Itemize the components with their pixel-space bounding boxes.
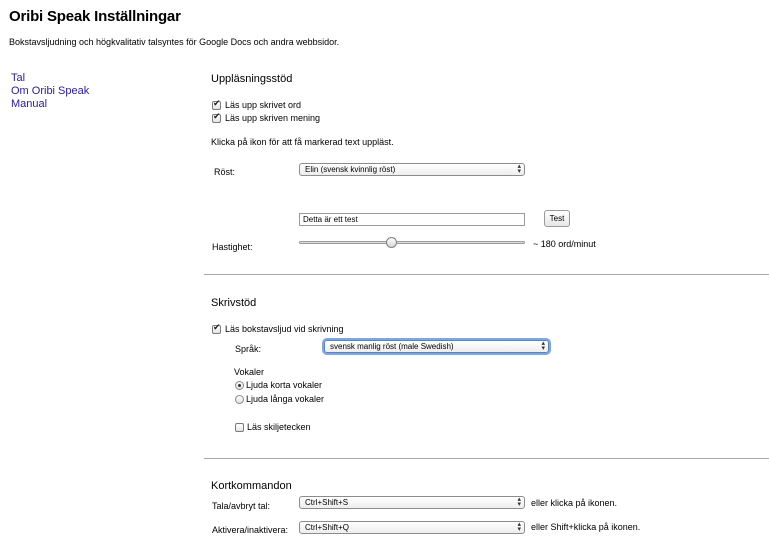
language-select[interactable] bbox=[324, 340, 549, 353]
writing-section-title: Skrivstöd bbox=[211, 297, 257, 309]
reading-section-title: Uppläsningsstöd bbox=[211, 73, 293, 85]
speak-shortcut-value: Ctrl+Shift+S bbox=[305, 498, 349, 507]
select-arrows-icon: ▴ ▾ bbox=[541, 340, 545, 352]
test-text-input[interactable] bbox=[299, 213, 525, 226]
select-arrows-icon: ▴ ▾ bbox=[517, 496, 521, 508]
nav-link-manual[interactable]: Manual bbox=[11, 98, 48, 110]
speak-shortcut-hint: eller klicka på ikonen. bbox=[531, 498, 618, 508]
read-sentence-label: Läs upp skriven mening bbox=[225, 113, 321, 123]
test-button[interactable]: Test bbox=[544, 210, 570, 227]
punctuation-label: Läs skiljetecken bbox=[247, 422, 311, 432]
vowels-label: Vokaler bbox=[234, 367, 265, 377]
nav-link-om-oribi-speak[interactable]: Om Oribi Speak bbox=[11, 85, 90, 97]
read-sounds-checkbox[interactable] bbox=[212, 325, 221, 334]
divider-1 bbox=[204, 274, 769, 275]
language-label: Språk: bbox=[235, 344, 262, 354]
toggle-shortcut-hint: eller Shift+klicka på ikonen. bbox=[531, 522, 641, 532]
test-text-value: Detta är ett test bbox=[303, 215, 358, 224]
read-sentence-checkbox[interactable] bbox=[212, 114, 221, 123]
read-word-checkbox[interactable] bbox=[212, 101, 221, 110]
page-subtitle: Bokstavsljudning och högkvalitativ talsyntes för Google Docs och andra webbsidor. bbox=[9, 37, 340, 47]
voice-label: Röst: bbox=[214, 167, 236, 177]
speed-slider-thumb[interactable] bbox=[386, 237, 397, 248]
vowel-long-radio[interactable] bbox=[235, 395, 244, 404]
divider-2 bbox=[204, 458, 769, 459]
select-arrows-icon: ▴ ▾ bbox=[517, 163, 521, 175]
read-sounds-label: Läs bokstavsljud vid skrivning bbox=[225, 324, 344, 334]
language-select-value: svensk manlig röst (male Swedish) bbox=[330, 342, 454, 351]
vowel-short-radio[interactable] bbox=[235, 381, 244, 390]
voice-select-value: Elin (svensk kvinnlig röst) bbox=[305, 165, 396, 174]
page-title: Oribi Speak Inställningar bbox=[9, 8, 181, 25]
punctuation-checkbox[interactable] bbox=[235, 423, 244, 432]
toggle-shortcut-value: Ctrl+Shift+Q bbox=[305, 523, 350, 532]
shortcuts-section-title: Kortkommandon bbox=[211, 480, 292, 492]
nav-link-tal[interactable]: Tal bbox=[11, 72, 26, 84]
toggle-shortcut-select[interactable] bbox=[299, 521, 525, 534]
speed-value: ~ 180 ord/minut bbox=[533, 239, 596, 249]
speed-slider-track[interactable] bbox=[299, 241, 525, 244]
voice-select[interactable] bbox=[299, 163, 525, 176]
read-word-label: Läs upp skrivet ord bbox=[225, 100, 302, 110]
toggle-shortcut-label: Aktivera/inaktivera: bbox=[212, 525, 289, 535]
vowel-long-label: Ljuda långa vokaler bbox=[246, 394, 325, 404]
speak-shortcut-select[interactable] bbox=[299, 496, 525, 509]
speed-label: Hastighet: bbox=[212, 242, 253, 252]
speak-shortcut-label: Tala/avbryt tal: bbox=[212, 501, 271, 511]
select-arrows-icon: ▴ ▾ bbox=[517, 521, 521, 533]
reading-instruction: Klicka på ikon för att få markerad text uppläst. bbox=[211, 137, 394, 147]
vowel-short-label: Ljuda korta vokaler bbox=[246, 380, 323, 390]
